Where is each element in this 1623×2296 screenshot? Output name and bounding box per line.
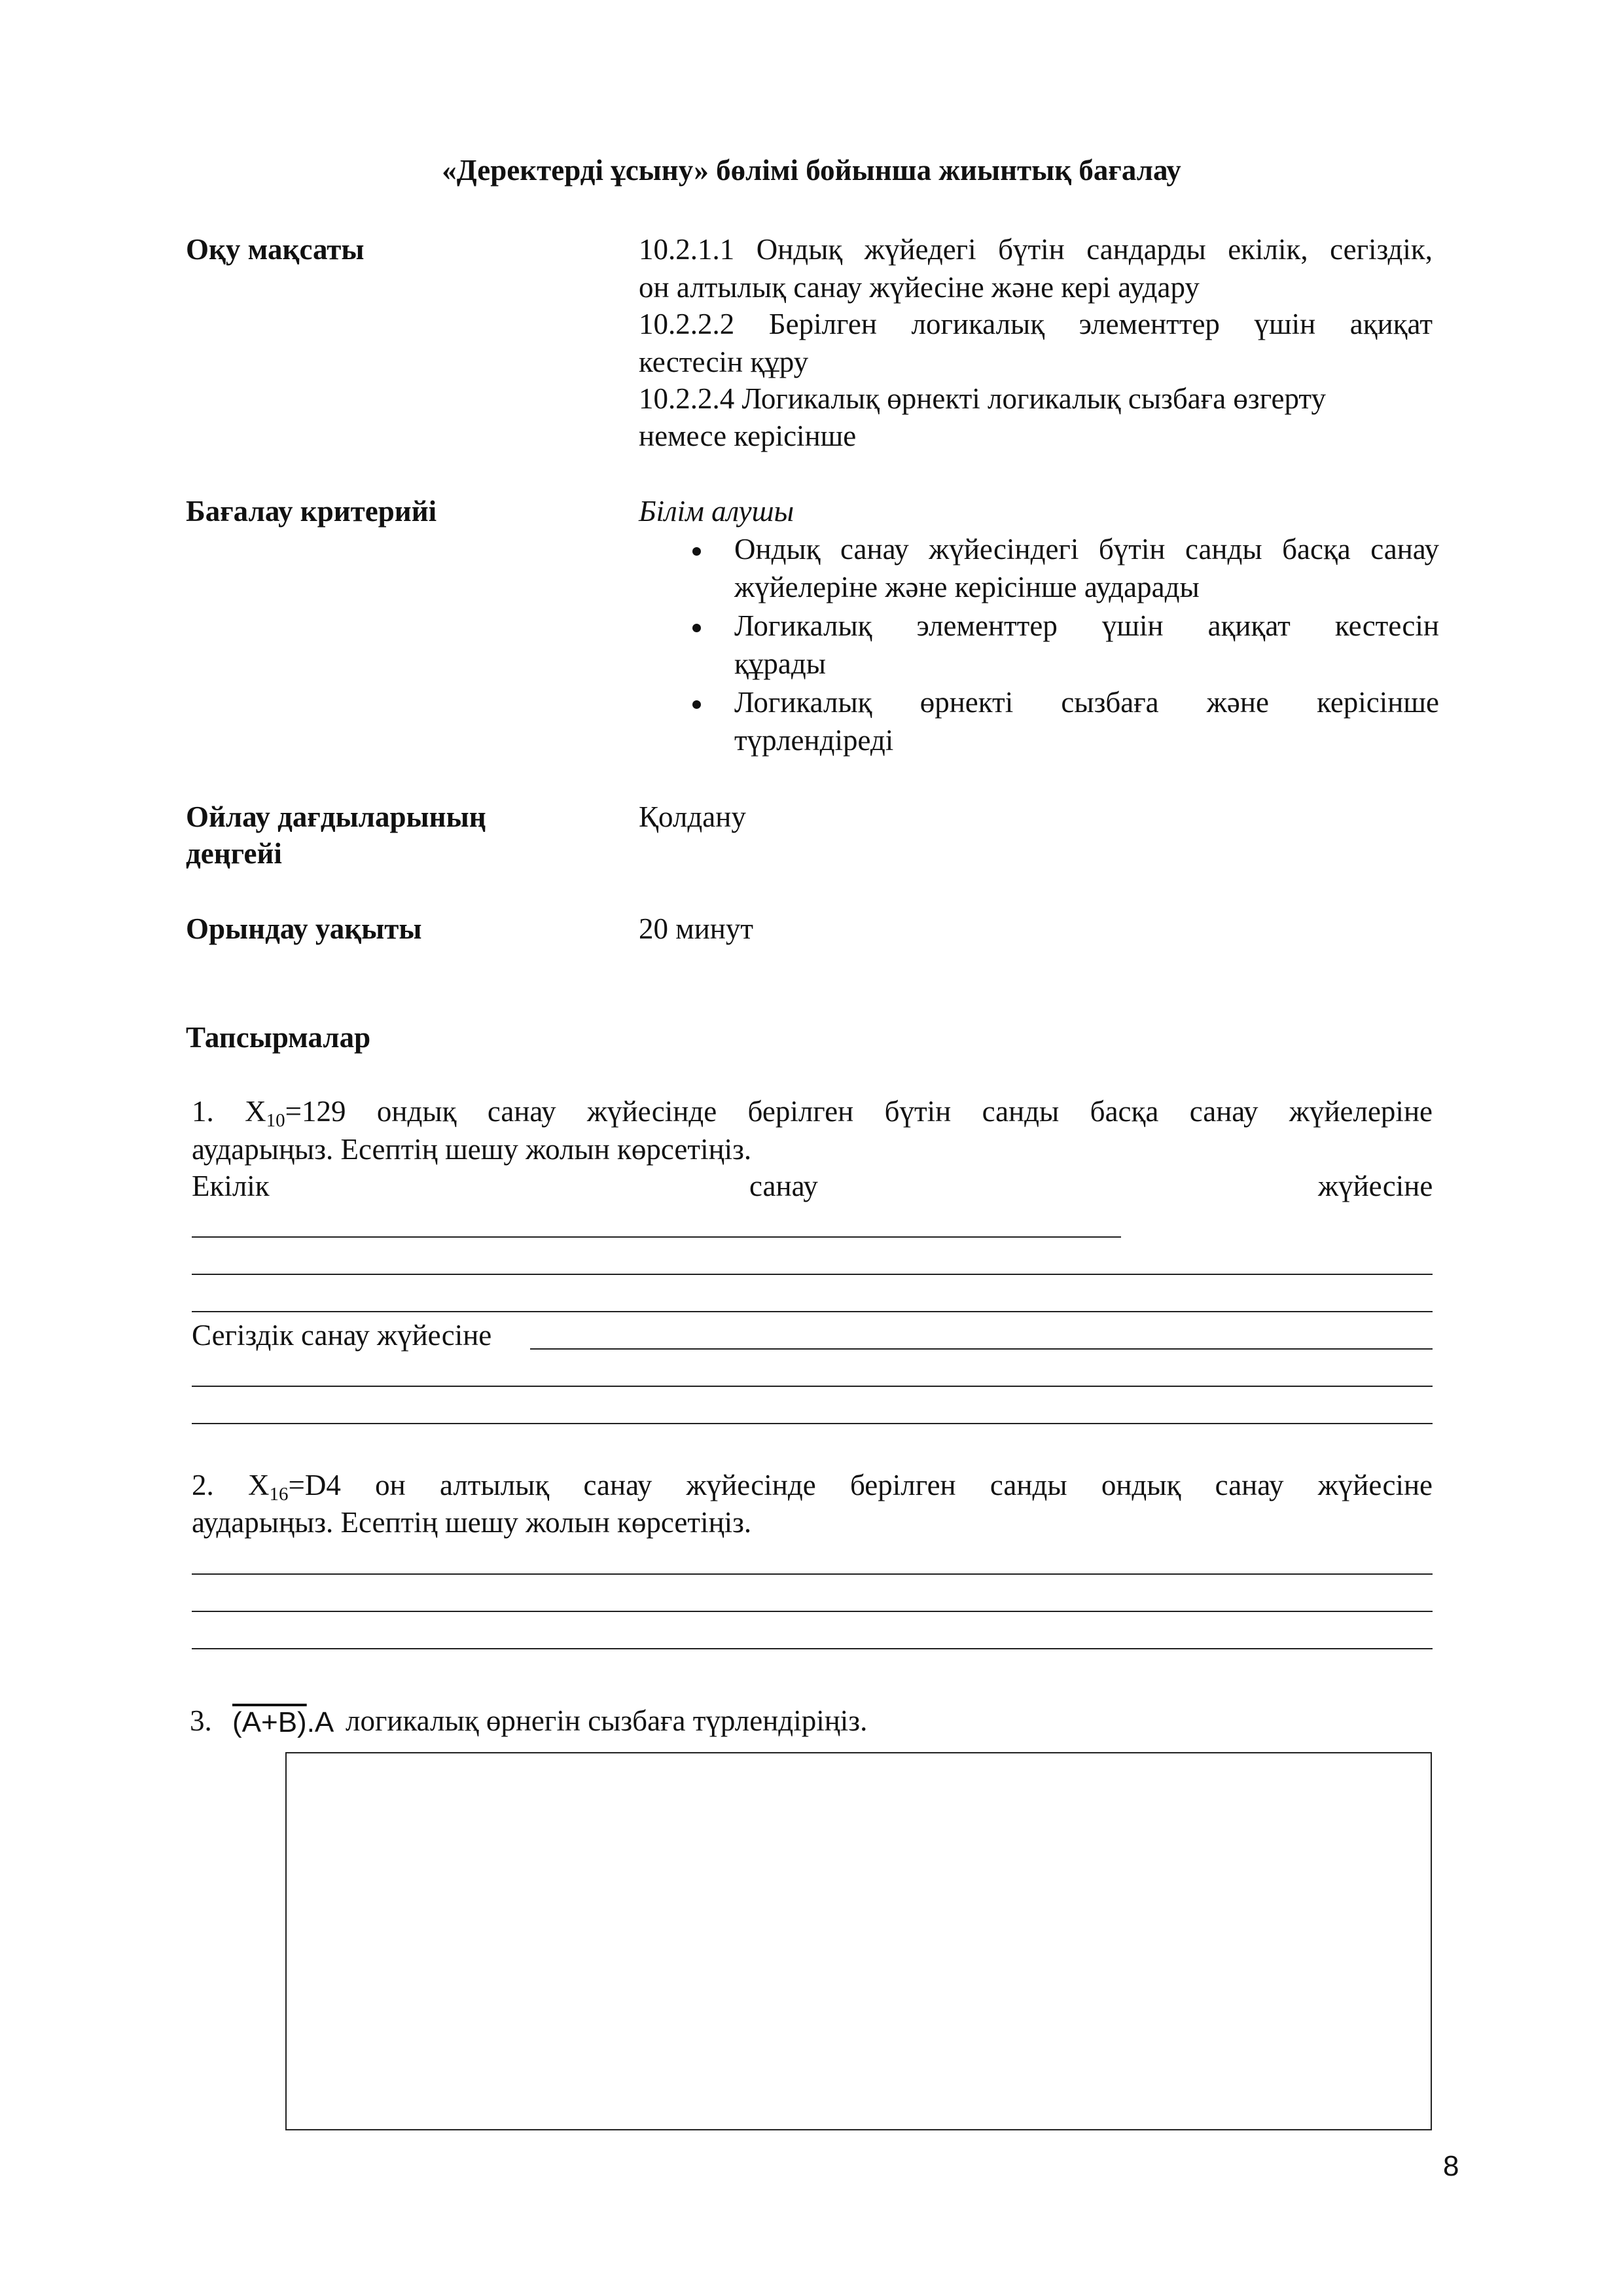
time-value: 20 минут	[639, 912, 754, 945]
answer-line[interactable]	[192, 1648, 1433, 1649]
page-number: 8	[1443, 2150, 1459, 2182]
answer-line[interactable]	[530, 1348, 1433, 1350]
bullet-icon	[692, 547, 701, 556]
thinking-value: Қолдану	[639, 800, 746, 833]
drawing-answer-box[interactable]	[285, 1752, 1432, 2130]
answer-line[interactable]	[192, 1274, 1433, 1275]
binary-label-word: санау	[749, 1170, 818, 1202]
time-label: Орындау уақыты	[186, 912, 422, 945]
answer-line[interactable]	[192, 1423, 1433, 1424]
answer-line[interactable]	[192, 1611, 1433, 1612]
octal-label: Сегіздік санау жүйесіне	[192, 1319, 492, 1352]
criteria-intro: Білім алушы	[639, 495, 794, 528]
criteria-item-line: Логикалық өрнекті сызбаға және керісінше	[734, 686, 1439, 719]
objective-line: 10.2.2.2 Берілген логикалық элементтер үшін ақиқат	[639, 308, 1433, 340]
bullet-icon	[692, 700, 701, 709]
answer-line[interactable]	[192, 1236, 1121, 1238]
answer-line[interactable]	[192, 1573, 1433, 1575]
objective-line: кестесін құру	[639, 346, 809, 378]
task-text: =129 ондық санау жүйесінде берілген бүтін санды басқа санау жүйелеріне	[285, 1095, 1433, 1128]
criteria-item-line: Логикалық элементтер үшін ақиқат кестесін	[734, 609, 1439, 642]
answer-line[interactable]	[192, 1386, 1433, 1387]
binary-label-word: Екілік	[192, 1170, 270, 1202]
criteria-item	[734, 607, 1439, 683]
formula-negated-part: (A+B)	[232, 1706, 307, 1738]
subscript: 10	[266, 1110, 285, 1131]
tasks-heading: Тапсырмалар	[186, 1021, 371, 1054]
criteria-item	[734, 530, 1439, 606]
thinking-label-2: деңгейі	[186, 837, 282, 870]
criteria-item-line: Ондық санау жүйесіндегі бүтін санды басқа санау	[734, 533, 1439, 565]
task-number: 2. X	[192, 1469, 270, 1501]
objectives-label: Оқу мақсаты	[186, 233, 365, 266]
bullet-icon	[692, 624, 701, 632]
task-number: 3.	[190, 1704, 212, 1737]
criteria-item	[734, 683, 1439, 759]
binary-label-word: жүйесіне	[1318, 1170, 1433, 1202]
criteria-label: Бағалау критерийі	[186, 495, 437, 528]
objective-line: немесе керісінше	[639, 420, 857, 452]
formula-rest: .A	[306, 1706, 334, 1738]
task-2-question-line2: аударыңыз. Есептің шешу жолын көрсетіңіз.	[192, 1506, 752, 1539]
subscript: 16	[269, 1484, 289, 1505]
task-number: 1. X	[192, 1095, 266, 1128]
criteria-item-line: құрады	[734, 647, 826, 680]
criteria-item-line: жүйелеріне және керісінше аударады	[734, 571, 1200, 603]
logic-formula	[232, 1706, 334, 1739]
answer-line[interactable]	[192, 1311, 1433, 1312]
task-1-question-line2: аударыңыз. Есептің шешу жолын көрсетіңіз.	[192, 1133, 752, 1166]
objective-line: он алтылық санау жүйесіне және кері аудару	[639, 271, 1200, 304]
task-text: =D4 он алтылық санау жүйесінде берілген санды ондық санау жүйесіне	[288, 1469, 1433, 1501]
thinking-label: Ойлау дағдыларының	[186, 800, 486, 833]
objective-line: 10.2.1.1 Ондық жүйедегі бүтін сандарды екілік, сегіздік,	[639, 233, 1433, 266]
page-title: «Деректерді ұсыну» бөлімі бойынша жиынтық бағалау	[442, 154, 1181, 187]
task-3-text: логикалық өрнегін сызбаға түрлендіріңіз.	[346, 1704, 868, 1737]
criteria-item-line: түрлендіреді	[734, 724, 894, 757]
objective-line: 10.2.2.4 Логикалық өрнекті логикалық сызбаға өзгерту	[639, 382, 1327, 415]
